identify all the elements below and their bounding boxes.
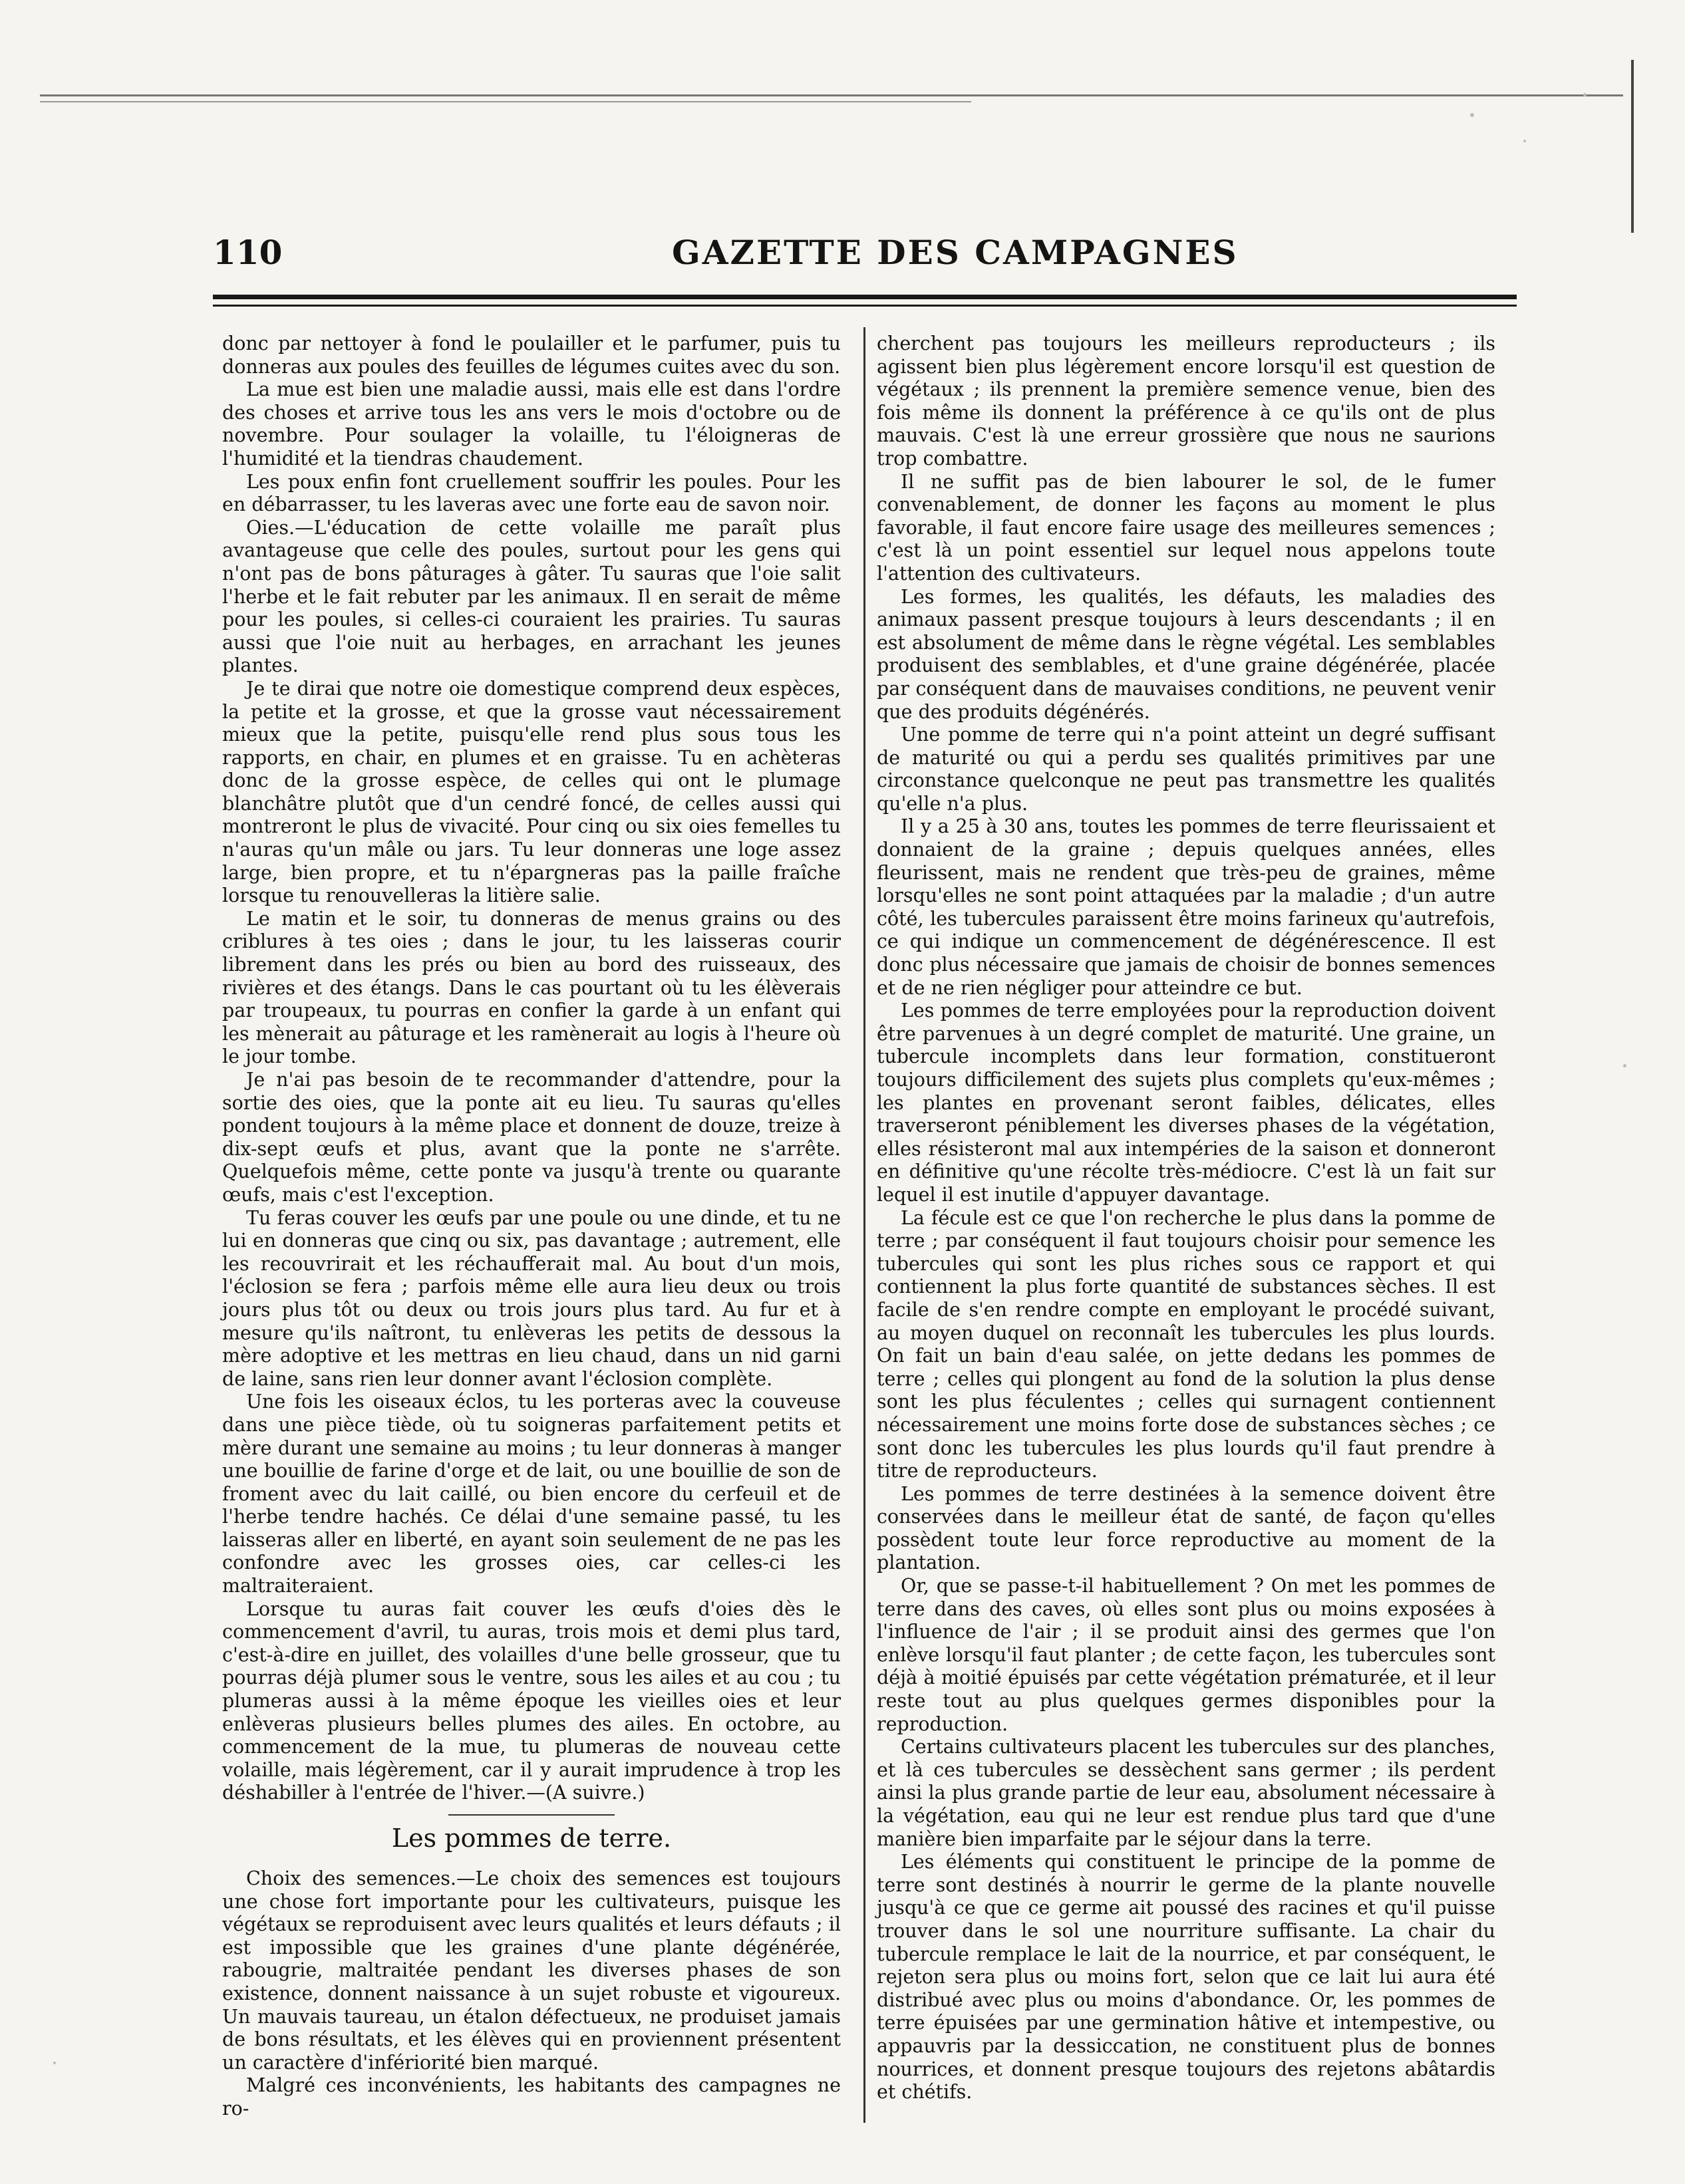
paragraph: cherchent pas toujours les meilleurs reproducteurs ; ils agissent bien plus légèrement encore lorsqu'il est question de végétaux ; ils prennent la première semence venue, bien des fois même ils donnent la préférence à ce qu'ils ont de plus mauvais. C'est là une erreur grossière que nous ne saurions trop combattre. (877, 333, 1495, 470)
paragraph: Or, que se passe-t-il habituellement ? On met les pommes de terre dans des caves, où elles sont plus ou moins exposées à l'influence de l'air ; il se produit ainsi des germes que l'on enlève lorsqu'il faut planter ; de cette façon, les tubercules sont déjà à moitié épuisés par cette végétation prématurée, et il leur reste tout au plus quelques germes disponibles pour la reproduction. (877, 1575, 1495, 1735)
scan-top-rule (40, 94, 1623, 96)
scan-edge-mark (1631, 60, 1634, 233)
paragraph: Les poux enfin font cruellement souffrir les poules. Pour les en débarrasser, tu les laveras avec une forte eau de savon noir. (222, 470, 841, 516)
scan-speck (1470, 113, 1474, 117)
left-column (222, 333, 841, 2121)
header-rule-thin (213, 305, 1517, 307)
paragraph: donc par nettoyer à fond le poulailler et le parfumer, puis tu donneras aux poules des feuilles de légumes cuites avec du son. (222, 333, 841, 378)
scan-speck (1583, 93, 1587, 96)
paragraph: Certains cultivateurs placent les tubercules sur des planches, et là ces tubercules se dessèchent sans germer ; ils perdent ainsi la plus grande partie de leur eau, absolument nécessaire à la végétation, eau qui ne leur est rendue plus tard que d'une manière bien imparfaite par le séjour dans la terre. (877, 1736, 1495, 1850)
paragraph: Il ne suffit pas de bien labourer le sol, de le fumer convenablement, de donner les façons au moment le plus favorable, il faut encore faire usage des meilleures semences ; c'est là un point essentiel sur lequel nous appelons toute l'attention des cultivateurs. (877, 470, 1495, 585)
paragraph: Lorsque tu auras fait couver les œufs d'oies dès le commencement d'avril, tu auras, trois mois et demi plus tard, c'est-à-dire en juillet, des volailles d'une belle grosseur, que tu pourras déjà plumer sous le ventre, sous les ailes et au cou ; tu plumeras aussi à la même époque les vieilles oies et leur enlèveras plusieurs belles plumes des ailes. En octobre, au commencement de la mue, tu plumeras de nouveau cette volaille, mais légèrement, car il y aurait imprudence à trop les déshabiller à l'entrée de l'hiver.—(A suivre.) (222, 1597, 841, 1804)
paragraph: Les pommes de terre employées pour la reproduction doivent être parvenues à un degré complet de maturité. Une graine, un tubercule incomplets dans leur formation, constitueront toujours difficilement des sujets plus complets qu'eux-mêmes ; les plantes en provenant seront faibles, délicates, elles traverseront péniblement les diverses phases de la végétation, elles résisteront mal aux intempéries de la saison et donneront en définitive qu'une récolte très-médiocre. C'est là un fait sur lequel il est inutile d'appuyer davantage. (877, 1000, 1495, 1206)
paragraph: La fécule est ce que l'on recherche le plus dans la pomme de terre ; par conséquent il faut toujours choisir pour semence les tubercules qui sont les plus riches sous ce rapport et qui contiennent la plus forte quantité de substances sèches. Il est facile de s'en rendre compte en employant le procédé suivant, au moyen duquel on reconnaît les tubercules les plus lourds. On fait un bain d'eau salée, on jette dedans les pommes de terre ; celles qui plongent au fond de la solution la plus dense sont les plus féculentes ; celles qui surnagent contiennent nécessairement une moins forte dose de substances sèches ; ce sont donc les tubercules les plus lourds qu'il faut prendre à titre de reproducteurs. (877, 1206, 1495, 1482)
paragraph: Malgré ces inconvénients, les habitants des campagnes ne ro- (222, 2074, 841, 2119)
right-column (877, 333, 1495, 2104)
page-header (213, 233, 1517, 279)
paragraph: La mue est bien une maladie aussi, mais elle est dans l'ordre des choses et arrive tous les ans vers le mois d'octobre ou de novembre. Pour soulager la volaille, tu l'éloigneras de l'humidité et la tiendras chaudement. (222, 378, 841, 470)
paragraph: Je te dirai que notre oie domestique comprend deux espèces, la petite et la grosse, et que la grosse vaut nécessairement mieux que la petite, puisqu'elle rend plus sous tous les rapports, en chair, en plumes et en graisse. Tu en achèteras donc de la grosse espèce, de celles qui ont le plumage blanchâtre plutôt que d'un cendré foncé, de celles aussi qui montreront le plus de vivacité. Pour cinq ou six oies femelles tu n'auras qu'un mâle ou jars. Tu leur donneras une loge assez large, bien propre, et tu n'épargneras pas la paille fraîche lorsque tu renouvelleras la litière salie. (222, 677, 841, 907)
paragraph: Une pomme de terre qui n'a point atteint un degré suffisant de maturité ou qui a perdu ses qualités primitives par une circonstance quelconque ne peut pas transmettre les qualités qu'elle n'a plus. (877, 724, 1495, 815)
paragraph: Il y a 25 à 30 ans, toutes les pommes de terre fleurissaient et donnaient de la graine ; depuis quelques années, elles fleurissent, mais ne rendent que très-peu de graines, même lorsqu'elles ne sont point attaquées par la maladie ; d'un autre côté, les tubercules paraissent être moins farineux qu'autrefois, ce qui indique un commencement de dégénérescence. Il est donc plus nécessaire que jamais de choisir de bonnes semences et de ne rien négliger pour atteindre ce but. (877, 815, 1495, 999)
paragraph: Les formes, les qualités, les défauts, les maladies des animaux passent presque toujours à leurs descendants ; il en est absolument de même dans le règne végétal. Les semblables produisent des semblables, et d'une graine dégénérée, placée par conséquent dans de mauvaises conditions, ne peuvent venir que des produits dégénérés. (877, 585, 1495, 723)
paragraph: Les pommes de terre destinées à la semence doivent être conservées dans le meilleur état de santé, de façon qu'elles possèdent toute leur force reproductive au moment de la plantation. (877, 1482, 1495, 1574)
scan-speck (53, 2062, 56, 2064)
paragraph: Je n'ai pas besoin de te recommander d'attendre, pour la sortie des oies, que la ponte ait eu lieu. Tu sauras qu'elles pondent toujours à la même place et donnent de douze, treize à dix-sept œufs et plus, avant que la ponte ne s'arrête. Quelquefois même, cette ponte va jusqu'à trente ou quarante œufs, mais c'est l'exception. (222, 1069, 841, 1206)
newspaper-title: GAZETTE DES CAMPAGNES (672, 233, 1239, 272)
scan-top-rule-secondary (40, 101, 971, 102)
paragraph: Oies.—L'éducation de cette volaille me paraît plus avantageuse que celle des poules, surtout pour les gens qui n'ont pas de bons pâturages à gâter. Tu sauras que l'oie salit l'herbe et le fait rebuter par les animaux. Il en serait de même pour les poules, si celles-ci couraient les prairies. Tu sauras aussi que l'oie nuit au herbages, en arrachant les jeunes plantes. (222, 516, 841, 677)
paragraph: Choix des semences.—Le choix des semences est toujours une chose fort importante pour les cultivateurs, puisque les végétaux se reproduisent avec leurs qualités et leurs défauts ; il est impossible que les graines d'une plante dégénérée, rabougrie, maltraitée pendant les diverses phases de son existence, donnent naissance à un sujet robuste et vigoureux. Un mauvais taureau, un étalon défectueux, ne produiset jamais de bons résultats, et les élèves qui en proviennent présentent un caractère d'infériorité bien marqué. (222, 1867, 841, 2074)
paragraph: Les éléments qui constituent le principe de la pomme de terre sont destinés à nourrir le germe de la plante nouvelle jusqu'à ce que ce germe ait poussé des racines et qu'il puisse trouver dans le sol une nourriture suffisante. La chair du tubercule remplace le lait de la nourrice, et par conséquent, le rejeton sera plus ou moins fort, selon que ce lait lui aura été distribué avec plus ou moins d'abondance. Or, les pommes de terre épuisées par une germination hâtive et intempestive, ou appauvris par la dessiccation, ne constituent plus de bonnes nourrices, et donnent presque toujours des rejetons abâtardis et chétifs. (877, 1851, 1495, 2104)
header-rule-thick (213, 295, 1517, 299)
page-number: 110 (213, 233, 283, 272)
paragraph: Le matin et le soir, tu donneras de menus grains ou des criblures à tes oies ; dans le jour, tu les laisseras courir librement dans les prés ou bien au bord des ruisseaux, des rivières et des étangs. Dans le cas pourtant où tu les élèverais par troupeaux, tu pourras en confier la garde à un enfant qui les mènerait au pâturage et les ramènerait au logis à l'heure où le jour tombe. (222, 907, 841, 1068)
paragraph: Une fois les oiseaux éclos, tu les porteras avec la couveuse dans une pièce tiède, où tu soigneras parfaitement petits et mère durant une semaine au moins ; tu leur donneras à manger une bouillie de farine d'orge et de lait, ou une bouillie de son de froment avec du lait caillé, ou bien encore du cerfeuil et de l'herbe tendre hachés. Ce délai d'une semaine passé, tu les laisseras aller en liberté, en ayant soin seulement de ne pas les confondre avec les grosses oies, car celles-ci les maltraiteraient. (222, 1391, 841, 1597)
section-title: Les pommes de terre. (222, 1814, 841, 1853)
scan-speck (1623, 1064, 1626, 1067)
paragraph: Tu feras couver les œufs par une poule ou une dinde, et tu ne lui en donneras que cinq ou six, pas davantage ; autrement, elle les recouvrirait et les réchaufferait mal. Au bout d'un mois, l'éclosion se fera ; parfois même elle aura lieu deux ou trois jours plus tôt ou deux ou trois jours plus tard. Au fur et à mesure qu'ils naîtront, tu enlèveras les petits de dessous la mère adoptive et les mettras en lieu chaud, dans un nid garni de laine, sans rien leur donner avant l'éclosion complète. (222, 1206, 841, 1390)
scan-speck (1523, 140, 1526, 142)
column-divider (863, 327, 865, 2123)
